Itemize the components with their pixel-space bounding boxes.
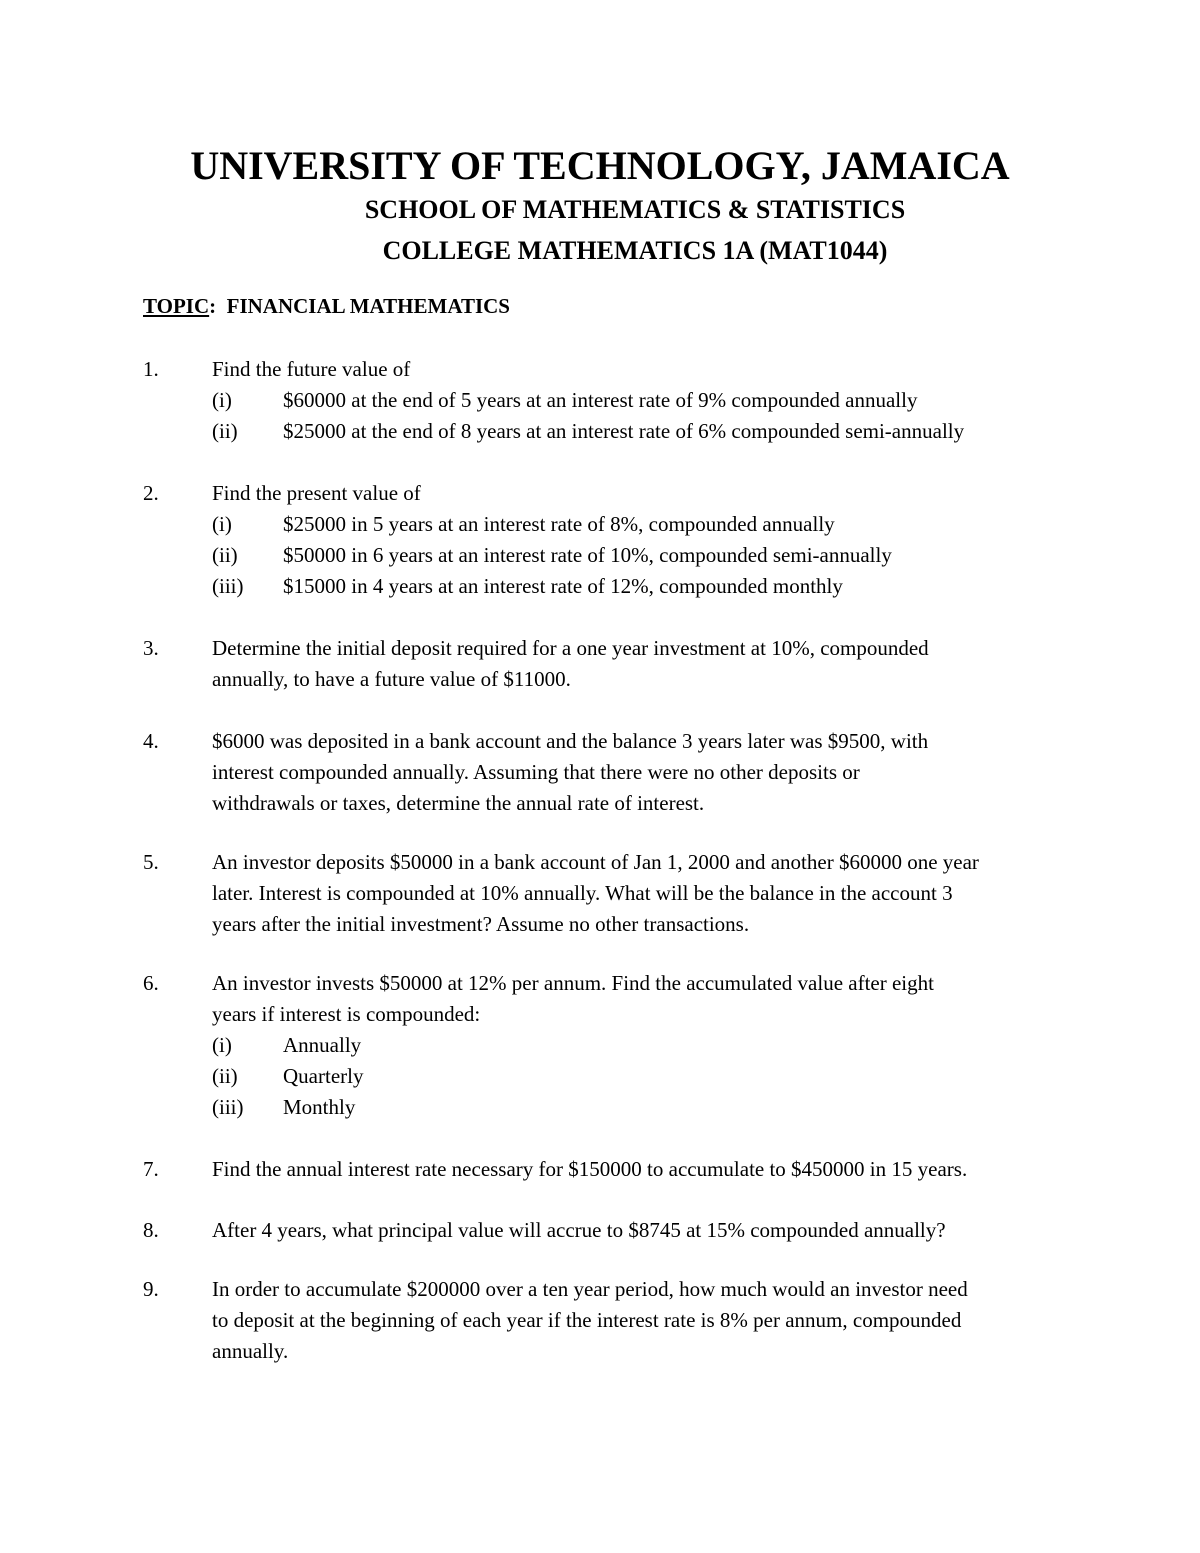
- question-text-line: years after the initial investment? Assume no other transactions.: [212, 912, 750, 936]
- topic-label: TOPIC: [143, 294, 210, 318]
- question-body: [212, 968, 1072, 1123]
- question-text-line: $6000 was deposited in a bank account and the balance 3 years later was $9500, with: [212, 729, 929, 753]
- sub-item: [212, 1061, 1072, 1092]
- question-text-line: Find the annual interest rate necessary for $150000 to accumulate to $450000 in 15 years.: [212, 1157, 968, 1181]
- question-text-line: annually.: [212, 1339, 289, 1363]
- question-text-line: later. Interest is compounded at 10% annually. What will be the balance in the account 3: [212, 881, 953, 905]
- sub-item-text: $25000 at the end of 8 years at an interest rate of 6% compounded semi-annually: [283, 419, 965, 443]
- sub-item-text: $25000 in 5 years at an interest rate of 8%, compounded annually: [283, 512, 835, 536]
- sub-item-text: $50000 in 6 years at an interest rate of 10%, compounded semi-annually: [283, 543, 892, 567]
- question-body: [212, 633, 1072, 695]
- sub-item: [212, 1092, 1072, 1123]
- sub-item: [212, 540, 1072, 571]
- question-text-line: After 4 years, what principal value will accrue to $8745 at 15% compounded annually?: [212, 1218, 946, 1242]
- sub-item: [212, 509, 1072, 540]
- question-body: [212, 1215, 1072, 1246]
- question-number: 3.: [143, 636, 159, 660]
- sub-item-numeral: (iii): [212, 574, 244, 598]
- question-number: 6.: [143, 971, 159, 995]
- question-body: [212, 478, 1072, 602]
- question-text-line: interest compounded annually. Assuming that there were no other deposits or: [212, 760, 860, 784]
- sub-item: [212, 1030, 1072, 1061]
- sub-item: [212, 385, 1072, 416]
- question-body: [212, 354, 1072, 447]
- question-number: 8.: [143, 1218, 159, 1242]
- question-text-line: annually, to have a future value of $11000.: [212, 667, 571, 691]
- sub-item-text: Quarterly: [283, 1064, 364, 1088]
- sub-item-text: $60000 at the end of 5 years at an interest rate of 9% compounded annually: [283, 388, 918, 412]
- question-number: 4.: [143, 729, 159, 753]
- sub-item: [212, 416, 1072, 447]
- question-number: 1.: [143, 357, 159, 381]
- question-text-line: Determine the initial deposit required for a one year investment at 10%, compounded: [212, 636, 929, 660]
- question-body: [212, 1274, 1072, 1367]
- sub-item-numeral: (i): [212, 388, 232, 412]
- question-number: 2.: [143, 481, 159, 505]
- sub-item: [212, 571, 1072, 602]
- question-number: 7.: [143, 1157, 159, 1181]
- sub-item-text: Monthly: [283, 1095, 356, 1119]
- question-body: [212, 1154, 1072, 1185]
- question-body: [212, 847, 1072, 940]
- sub-item-text: $15000 in 4 years at an interest rate of 12%, compounded monthly: [283, 574, 843, 598]
- question-text-line: An investor invests $50000 at 12% per annum. Find the accumulated value after eight: [212, 971, 934, 995]
- topic-line: [143, 291, 510, 321]
- sub-item-numeral: (iii): [212, 1095, 244, 1119]
- sub-item-numeral: (i): [212, 1033, 232, 1057]
- sub-item-text: Annually: [283, 1033, 362, 1057]
- question-text-line: withdrawals or taxes, determine the annual rate of interest.: [212, 791, 705, 815]
- question-text-line: In order to accumulate $200000 over a ten year period, how much would an investor need: [212, 1277, 968, 1301]
- question-text-line: to deposit at the beginning of each year if the interest rate is 8% per annum, compounded: [212, 1308, 962, 1332]
- question-body: [212, 726, 1072, 819]
- question-text-line: An investor deposits $50000 in a bank account of Jan 1, 2000 and another $60000 one year: [212, 850, 979, 874]
- sub-item-numeral: (i): [212, 512, 232, 536]
- school-title: SCHOOL OF MATHEMATICS & STATISTICS: [364, 195, 906, 224]
- question-number: 5.: [143, 850, 159, 874]
- question-number: 9.: [143, 1277, 159, 1301]
- university-title: UNIVERSITY OF TECHNOLOGY, JAMAICA: [190, 143, 1010, 188]
- topic-value: FINANCIAL MATHEMATICS: [226, 294, 510, 318]
- question-text-line: years if interest is compounded:: [212, 1002, 481, 1026]
- sub-item-numeral: (ii): [212, 419, 238, 443]
- question-text-line: Find the present value of: [212, 481, 421, 505]
- question-text-line: Find the future value of: [212, 357, 411, 381]
- sub-item-numeral: (ii): [212, 543, 238, 567]
- sub-item-numeral: (ii): [212, 1064, 238, 1088]
- topic-colon: :: [209, 294, 217, 318]
- course-title: COLLEGE MATHEMATICS 1A (MAT1044): [382, 236, 888, 265]
